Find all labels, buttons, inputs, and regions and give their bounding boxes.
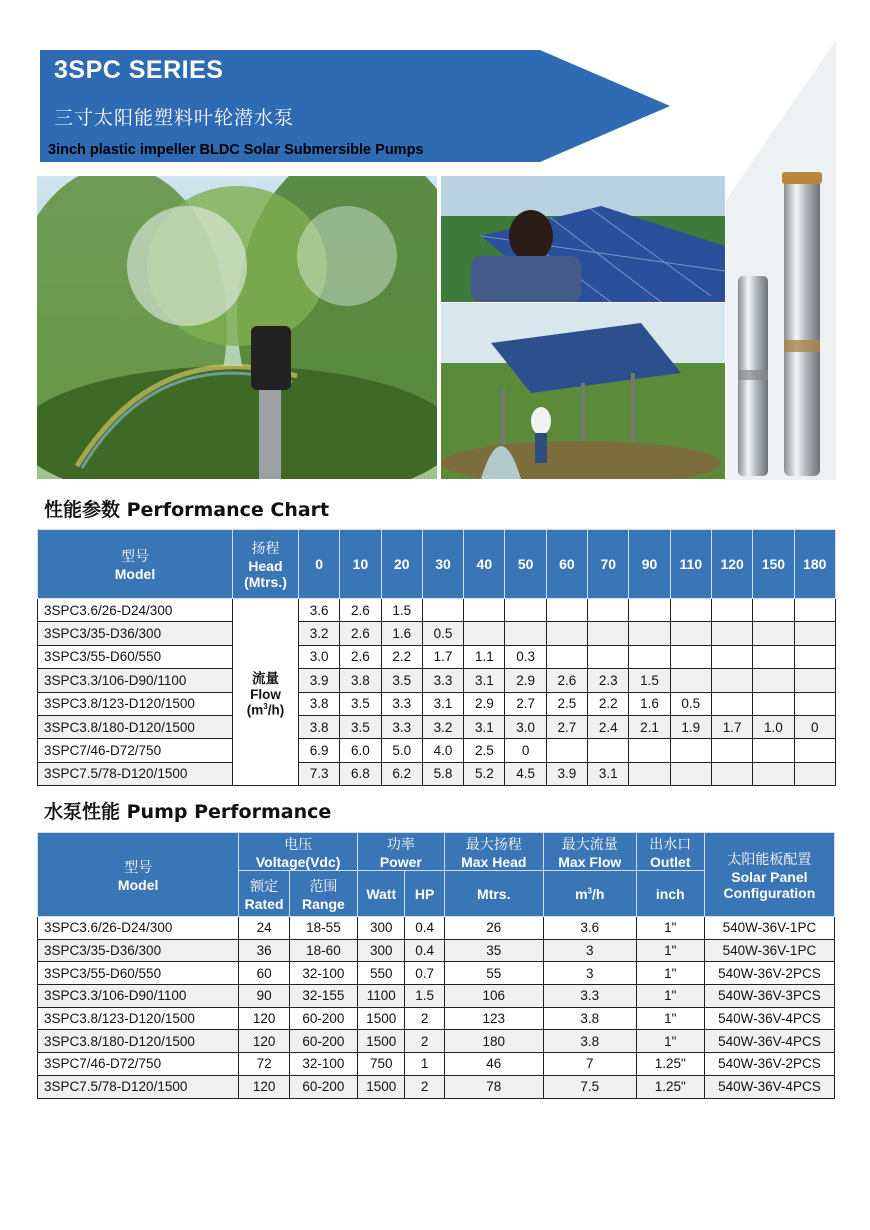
table-row xyxy=(38,645,836,668)
voltage-range-cell: 18-60 xyxy=(289,939,357,962)
flow-value-cell xyxy=(670,622,711,645)
pump-performance-body xyxy=(38,917,835,1099)
flow-value-cell xyxy=(546,599,587,622)
model-cell: 3SPC7.5/78-D120/1500 xyxy=(38,762,233,785)
head-value-header: 180 xyxy=(794,530,835,599)
flow-value-cell: 2.2 xyxy=(381,645,422,668)
flow-value-cell xyxy=(670,762,711,785)
flow-value-cell: 2.6 xyxy=(340,599,381,622)
voltage-range-cell: 32-100 xyxy=(289,962,357,985)
max-flow-cell: 3.6 xyxy=(543,917,636,940)
flow-value-cell xyxy=(546,645,587,668)
max-head-cell: 78 xyxy=(444,1075,543,1098)
rated-voltage-cell: 24 xyxy=(239,917,290,940)
model-cell: 3SPC3/55-D60/550 xyxy=(38,645,233,668)
head-value-header: 90 xyxy=(629,530,670,599)
pump-performance-table xyxy=(37,832,835,1099)
flow-value-cell: 2.6 xyxy=(546,669,587,692)
flow-value-cell xyxy=(670,739,711,762)
watt-cell: 1500 xyxy=(358,1030,405,1053)
flow-value-cell xyxy=(711,622,752,645)
solar-panel-header: 太阳能板配置 Solar Panel Configuration xyxy=(704,833,834,917)
table-row xyxy=(38,739,836,762)
table-row xyxy=(38,1007,835,1030)
head-header: 扬程 Head (Mtrs.) xyxy=(233,530,299,599)
outlet-cell: 1.25" xyxy=(636,1053,704,1076)
flow-value-cell xyxy=(546,622,587,645)
flow-value-cell: 4.5 xyxy=(505,762,546,785)
max-flow-cell: 3 xyxy=(543,939,636,962)
flow-value-cell xyxy=(670,645,711,668)
model-cell: 3SPC7/46-D72/750 xyxy=(38,739,233,762)
flow-value-cell xyxy=(464,622,505,645)
flow-value-cell: 3.1 xyxy=(588,762,629,785)
flow-value-cell: 1.5 xyxy=(381,599,422,622)
flow-value-cell: 5.2 xyxy=(464,762,505,785)
solar-config-cell: 540W-36V-1PC xyxy=(704,939,834,962)
hp-cell: 2 xyxy=(405,1030,444,1053)
voltage-range-cell: 60-200 xyxy=(289,1075,357,1098)
flow-value-cell: 3.0 xyxy=(299,645,340,668)
flow-value-cell xyxy=(629,739,670,762)
table-row xyxy=(38,669,836,692)
max-head-header: 最大扬程 Max Head xyxy=(444,833,543,871)
max-head-cell: 106 xyxy=(444,985,543,1008)
flow-value-cell xyxy=(588,599,629,622)
solar-array-pump-water-field-photo xyxy=(441,303,725,479)
outlet-cell: 1" xyxy=(636,985,704,1008)
model-cell: 3SPC7.5/78-D120/1500 xyxy=(38,1075,239,1098)
flow-value-cell: 3.8 xyxy=(340,669,381,692)
hp-cell: 0.4 xyxy=(405,939,444,962)
flow-value-cell xyxy=(794,599,835,622)
flow-value-cell: 0.5 xyxy=(422,622,463,645)
head-value-header: 10 xyxy=(340,530,381,599)
flow-value-cell: 3.2 xyxy=(299,622,340,645)
title-english: 3inch plastic impeller BLDC Solar Submersible Pumps xyxy=(48,142,424,158)
outlet-cell: 1" xyxy=(636,1007,704,1030)
max-flow-cell: 3.3 xyxy=(543,985,636,1008)
flow-value-cell: 2.5 xyxy=(546,692,587,715)
rated-voltage-cell: 72 xyxy=(239,1053,290,1076)
flow-value-cell: 3.1 xyxy=(422,692,463,715)
watt-cell: 1100 xyxy=(358,985,405,1008)
flow-value-cell: 3.3 xyxy=(381,715,422,738)
outlet-unit-header: inch xyxy=(636,871,704,917)
flow-value-cell: 0.5 xyxy=(670,692,711,715)
max-head-cell: 123 xyxy=(444,1007,543,1030)
outlet-header: 出水口 Outlet xyxy=(636,833,704,871)
flow-value-cell: 6.2 xyxy=(381,762,422,785)
max-flow-cell: 3.8 xyxy=(543,1030,636,1053)
max-head-cell: 35 xyxy=(444,939,543,962)
table-row xyxy=(38,939,835,962)
model-cell: 3SPC3/35-D36/300 xyxy=(38,939,239,962)
solar-config-cell: 540W-36V-3PCS xyxy=(704,985,834,1008)
range-header: 范围 Range xyxy=(289,871,357,917)
flow-value-cell: 6.0 xyxy=(340,739,381,762)
flow-value-cell xyxy=(753,739,794,762)
head-value-header: 20 xyxy=(381,530,422,599)
flow-value-cell xyxy=(794,669,835,692)
flow-value-cell: 3.8 xyxy=(299,715,340,738)
flow-value-cell xyxy=(753,599,794,622)
pump-performance-heading: 水泵性能 Pump Performance xyxy=(44,801,332,823)
max-head-cell: 46 xyxy=(444,1053,543,1076)
flow-value-cell: 1.7 xyxy=(422,645,463,668)
flow-value-cell: 2.5 xyxy=(464,739,505,762)
flow-value-cell: 2.6 xyxy=(340,622,381,645)
flow-value-cell: 1.5 xyxy=(629,669,670,692)
flow-value-cell xyxy=(711,645,752,668)
stainless-submersible-pump-product-photo xyxy=(726,40,836,480)
outlet-cell: 1.25" xyxy=(636,1075,704,1098)
pump-header-row-1 xyxy=(38,833,835,871)
outlet-cell: 1" xyxy=(636,939,704,962)
flow-value-cell xyxy=(794,739,835,762)
outlet-cell: 1" xyxy=(636,1030,704,1053)
flow-value-cell: 1.1 xyxy=(464,645,505,668)
hp-cell: 1 xyxy=(405,1053,444,1076)
flow-value-cell: 3.1 xyxy=(464,669,505,692)
hp-header: HP xyxy=(405,871,444,917)
flow-value-cell xyxy=(670,669,711,692)
watt-cell: 300 xyxy=(358,939,405,962)
flow-value-cell: 3.5 xyxy=(340,692,381,715)
flow-value-cell xyxy=(588,645,629,668)
model-cell: 3SPC3.6/26-D24/300 xyxy=(38,599,233,622)
flow-value-cell: 1.6 xyxy=(629,692,670,715)
flow-value-cell: 0 xyxy=(794,715,835,738)
flow-value-cell: 2.7 xyxy=(546,715,587,738)
voltage-range-cell: 18-55 xyxy=(289,917,357,940)
rated-voltage-cell: 90 xyxy=(239,985,290,1008)
head-value-header: 50 xyxy=(505,530,546,599)
flow-value-cell xyxy=(711,739,752,762)
voltage-header: 电压 Voltage(Vdc) xyxy=(239,833,358,871)
watt-cell: 300 xyxy=(358,917,405,940)
table-row xyxy=(38,762,836,785)
flow-value-cell xyxy=(629,622,670,645)
solar-config-cell: 540W-36V-4PCS xyxy=(704,1030,834,1053)
flow-value-cell: 0 xyxy=(505,739,546,762)
table-row xyxy=(38,1075,835,1098)
flow-value-cell: 3.3 xyxy=(422,669,463,692)
flow-value-cell xyxy=(711,762,752,785)
head-value-header: 110 xyxy=(670,530,711,599)
flow-value-cell: 2.9 xyxy=(505,669,546,692)
flow-value-cell xyxy=(588,739,629,762)
flow-value-cell xyxy=(753,762,794,785)
hp-cell: 0.7 xyxy=(405,962,444,985)
flow-value-cell xyxy=(794,762,835,785)
flow-value-cell: 3.5 xyxy=(381,669,422,692)
model-cell: 3SPC3.8/180-D120/1500 xyxy=(38,715,233,738)
model-cell: 3SPC3.8/123-D120/1500 xyxy=(38,692,233,715)
model-cell: 3SPC7/46-D72/750 xyxy=(38,1053,239,1076)
voltage-range-cell: 32-155 xyxy=(289,985,357,1008)
pump-model-header: 型号 Model xyxy=(38,833,239,917)
table-row xyxy=(38,715,836,738)
power-header: 功率 Power xyxy=(358,833,445,871)
solar-config-cell: 540W-36V-4PCS xyxy=(704,1007,834,1030)
model-cell: 3SPC3.3/106-D90/1100 xyxy=(38,669,233,692)
flow-value-cell xyxy=(711,669,752,692)
rated-voltage-cell: 120 xyxy=(239,1030,290,1053)
head-value-header: 120 xyxy=(711,530,752,599)
flow-value-cell: 3.5 xyxy=(340,715,381,738)
flow-value-cell xyxy=(711,599,752,622)
flow-value-cell: 6.9 xyxy=(299,739,340,762)
outlet-cell: 1" xyxy=(636,917,704,940)
watt-cell: 1500 xyxy=(358,1075,405,1098)
banana-plantation-sprinkler-photo xyxy=(37,176,437,479)
series-title: 3SPC SERIES xyxy=(54,56,224,84)
flow-value-cell xyxy=(588,622,629,645)
max-flow-cell: 3 xyxy=(543,962,636,985)
table-row xyxy=(38,599,836,622)
hp-cell: 0.4 xyxy=(405,917,444,940)
solar-config-cell: 540W-36V-4PCS xyxy=(704,1075,834,1098)
watt-cell: 1500 xyxy=(358,1007,405,1030)
hp-cell: 2 xyxy=(405,1075,444,1098)
table-row xyxy=(38,622,836,645)
solar-config-cell: 540W-36V-2PCS xyxy=(704,1053,834,1076)
model-cell: 3SPC3.6/26-D24/300 xyxy=(38,917,239,940)
flow-value-cell: 0.3 xyxy=(505,645,546,668)
flow-value-cell xyxy=(753,645,794,668)
flow-value-cell xyxy=(753,622,794,645)
flow-value-cell xyxy=(794,622,835,645)
rated-voltage-cell: 60 xyxy=(239,962,290,985)
head-value-header: 70 xyxy=(588,530,629,599)
flow-value-cell: 5.0 xyxy=(381,739,422,762)
table-row xyxy=(38,1053,835,1076)
flow-value-cell xyxy=(505,622,546,645)
flow-value-cell xyxy=(794,692,835,715)
max-flow-cell: 3.8 xyxy=(543,1007,636,1030)
performance-header-row xyxy=(38,530,836,599)
table-row xyxy=(38,985,835,1008)
performance-chart-body xyxy=(38,599,836,786)
solar-config-cell: 540W-36V-2PCS xyxy=(704,962,834,985)
flow-value-cell xyxy=(464,599,505,622)
flow-value-cell xyxy=(629,762,670,785)
flow-value-cell xyxy=(629,599,670,622)
flow-value-cell xyxy=(670,599,711,622)
flow-value-cell: 1.7 xyxy=(711,715,752,738)
flow-value-cell xyxy=(711,692,752,715)
head-value-header: 40 xyxy=(464,530,505,599)
flow-value-cell xyxy=(794,645,835,668)
flow-value-cell: 2.7 xyxy=(505,692,546,715)
head-value-header: 60 xyxy=(546,530,587,599)
flow-value-cell: 5.8 xyxy=(422,762,463,785)
performance-chart-table xyxy=(37,529,836,786)
man-installing-solar-panels-photo xyxy=(441,176,725,302)
max-flow-cell: 7.5 xyxy=(543,1075,636,1098)
solar-config-cell: 540W-36V-1PC xyxy=(704,917,834,940)
outlet-cell: 1" xyxy=(636,962,704,985)
max-flow-unit-header: $m^3/h$ xyxy=(543,871,636,917)
flow-value-cell: 2.3 xyxy=(588,669,629,692)
flow-value-cell: 2.1 xyxy=(629,715,670,738)
rated-header: 额定 Rated xyxy=(239,871,290,917)
table-row xyxy=(38,692,836,715)
performance-chart-heading: 性能参数 Performance Chart xyxy=(44,499,330,521)
voltage-range-cell: 60-200 xyxy=(289,1007,357,1030)
max-head-cell: 180 xyxy=(444,1030,543,1053)
flow-value-cell: 3.0 xyxy=(505,715,546,738)
max-head-unit-header: Mtrs. xyxy=(444,871,543,917)
head-value-header: 30 xyxy=(422,530,463,599)
flow-value-cell xyxy=(629,645,670,668)
flow-value-cell: 4.0 xyxy=(422,739,463,762)
model-cell: 3SPC3.3/106-D90/1100 xyxy=(38,985,239,1008)
flow-value-cell: 3.8 xyxy=(299,692,340,715)
flow-value-cell: 1.9 xyxy=(670,715,711,738)
flow-value-cell: 2.6 xyxy=(340,645,381,668)
model-cell: 3SPC3.8/123-D120/1500 xyxy=(38,1007,239,1030)
table-row xyxy=(38,962,835,985)
model-header: 型号 Model xyxy=(38,530,233,599)
flow-value-cell xyxy=(546,739,587,762)
flow-value-cell: 3.2 xyxy=(422,715,463,738)
voltage-range-cell: 60-200 xyxy=(289,1030,357,1053)
flow-value-cell: 7.3 xyxy=(299,762,340,785)
flow-value-cell xyxy=(753,669,794,692)
flow-value-cell: 6.8 xyxy=(340,762,381,785)
flow-value-cell: 2.2 xyxy=(588,692,629,715)
flow-value-cell: 2.4 xyxy=(588,715,629,738)
flow-value-cell: 3.6 xyxy=(299,599,340,622)
flow-value-cell: 1.0 xyxy=(753,715,794,738)
hp-cell: 2 xyxy=(405,1007,444,1030)
hp-cell: 1.5 xyxy=(405,985,444,1008)
flow-value-cell xyxy=(753,692,794,715)
flow-value-cell: 1.6 xyxy=(381,622,422,645)
head-value-header: 150 xyxy=(753,530,794,599)
flow-value-cell xyxy=(422,599,463,622)
flow-label-cell: 流量 Flow $(m^3/h)$ xyxy=(233,599,299,786)
flow-value-cell xyxy=(505,599,546,622)
max-flow-cell: 7 xyxy=(543,1053,636,1076)
flow-value-cell: 3.3 xyxy=(381,692,422,715)
model-cell: 3SPC3/55-D60/550 xyxy=(38,962,239,985)
title-chinese: 三寸太阳能塑料叶轮潜水泵 xyxy=(54,107,295,129)
flow-value-cell: 3.9 xyxy=(299,669,340,692)
model-cell: 3SPC3.8/180-D120/1500 xyxy=(38,1030,239,1053)
max-head-cell: 55 xyxy=(444,962,543,985)
watt-cell: 750 xyxy=(358,1053,405,1076)
flow-value-cell: 3.1 xyxy=(464,715,505,738)
table-row xyxy=(38,917,835,940)
voltage-range-cell: 32-100 xyxy=(289,1053,357,1076)
model-cell: 3SPC3/35-D36/300 xyxy=(38,622,233,645)
max-flow-header: 最大流量 Max Flow xyxy=(543,833,636,871)
head-value-header: 0 xyxy=(299,530,340,599)
max-head-cell: 26 xyxy=(444,917,543,940)
rated-voltage-cell: 36 xyxy=(239,939,290,962)
watt-header: Watt xyxy=(358,871,405,917)
table-row xyxy=(38,1030,835,1053)
watt-cell: 550 xyxy=(358,962,405,985)
flow-value-cell: 3.9 xyxy=(546,762,587,785)
rated-voltage-cell: 120 xyxy=(239,1007,290,1030)
rated-voltage-cell: 120 xyxy=(239,1075,290,1098)
flow-value-cell: 2.9 xyxy=(464,692,505,715)
